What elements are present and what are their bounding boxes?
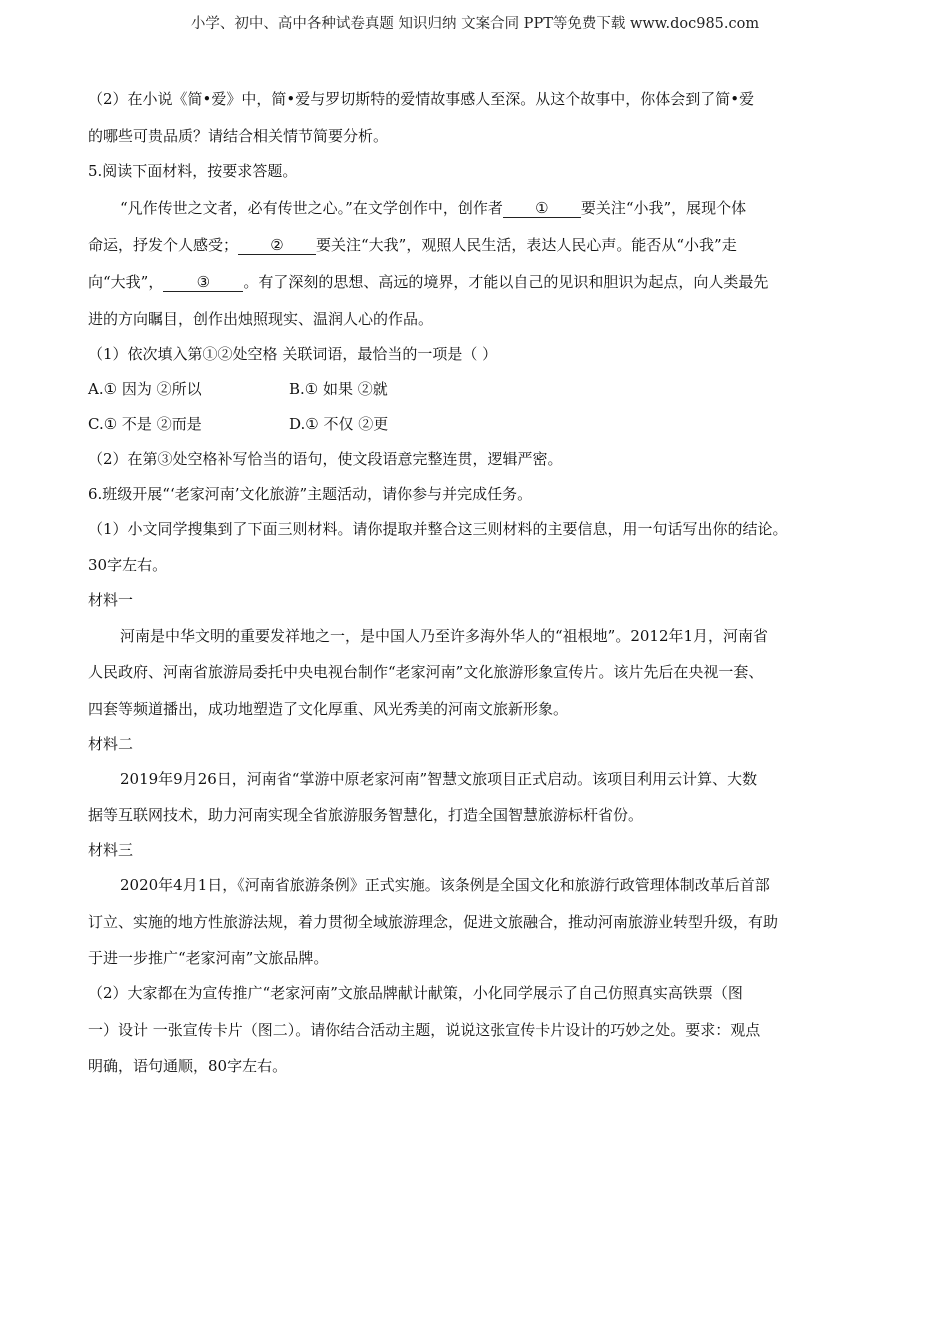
q6-sub1-line2: 30字左右。 [88, 556, 168, 574]
q6-title: 6.班级开展“‘老家河南’文化旅游”主题活动，请你参与并完成任务。 [88, 485, 533, 503]
q6-sub2-line2: 一）设计 一张宣传卡片（图二）。请你结合活动主题，说说这张宣传卡片设计的巧妙之处。要求：观点 [88, 1021, 761, 1039]
material-3-line2: 订立、实施的地方性旅游法规，着力贯彻全域旅游理念，促进文旅融合，推动河南旅游业转型升级，有助 [88, 913, 779, 931]
q4-2-line2: 的哪些可贵品质？请结合相关情节简要分析。 [88, 127, 389, 145]
q6-sub1-line1: （1）小文同学搜集到了下面三则材料。请你提取并整合这三则材料的主要信息，用一句话写出你的结论。 [88, 520, 788, 538]
material-1-label: 材料一 [88, 591, 134, 609]
blank-3: ③ [163, 275, 243, 292]
q5-text: “凡作传世之文者，必有传世之心。”在文学创作中，创作者 [120, 199, 503, 217]
material-2-line1: 2019年9月26日，河南省“掌游中原老家河南”智慧文旅项目正式启动。该项目利用云计算、大数 [120, 770, 758, 788]
page-header: 小学、初中、高中各种试卷真题 知识归纳 文案合同 PPT等免费下载 www.doc985.com [190, 16, 760, 32]
option-d: D.① 不仅 ②更 [289, 415, 389, 433]
q5-text: 命运，抒发个人感受； [88, 236, 239, 254]
q5-sub1: （1）依次填入第①②处空格 关联词语，最恰当的一项是（ ） [88, 345, 498, 363]
q5-title: 5.阅读下面材料，按要求答题。 [88, 162, 298, 180]
material-2-line2: 据等互联网技术，助力河南实现全省旅游服务智慧化，打造全国智慧旅游标杆省份。 [88, 806, 644, 824]
q5-text: 向“大我”， [88, 273, 164, 291]
q5-para-line4: 进的方向瞩目，创作出烛照现实、温润人心的作品。 [88, 310, 434, 328]
option-c: C.① 不是 ②而是 [88, 415, 202, 433]
material-1-line1: 河南是中华文明的重要发祥地之一，是中国人乃至许多海外华人的“祖根地”。2012年1月，河南省 [120, 627, 769, 645]
q5-sub2: （2）在第③处空格补写恰当的语句，使文段语意完整连贯，逻辑严密。 [88, 450, 563, 468]
material-1-line3: 四套等频道播出，成功地塑造了文化厚重、风光秀美的河南文旅新形象。 [88, 700, 569, 718]
blank-1: ① [503, 201, 581, 218]
blank-2: ② [238, 238, 316, 255]
material-3-line1: 2020年4月1日，《河南省旅游条例》正式实施。该条例是全国文化和旅游行政管理体制改革后首部 [120, 876, 770, 894]
q5-para-line3 [88, 271, 768, 292]
q5-text: 要关注“大我”，观照人民生活，表达人民心声。能否从“小我”走 [316, 236, 737, 254]
material-3-label: 材料三 [88, 841, 134, 859]
option-b: B.① 如果 ②就 [289, 380, 388, 398]
q5-text: 。有了深刻的思想、高远的境界，才能以自己的见识和胆识为起点，向人类最先 [243, 273, 769, 291]
q6-sub2-line3: 明确，语句通顺，80字左右。 [88, 1057, 288, 1075]
option-a: A.① 因为 ②所以 [88, 380, 202, 398]
q4-2-line1: （2）在小说《简•爱》中，简•爱与罗切斯特的爱情故事感人至深。从这个故事中，你体会到了简•爱 [88, 90, 755, 108]
material-1-line2: 人民政府、河南省旅游局委托中央电视台制作“老家河南”文化旅游形象宣传片。该片先后在央视一套、 [88, 663, 764, 681]
material-2-label: 材料二 [88, 735, 134, 753]
q6-sub2-line1: （2）大家都在为宣传推广“老家河南”文旅品牌献计献策，小化同学展示了自己仿照真实高铁票（图 [88, 984, 743, 1002]
q5-para-line2 [88, 234, 737, 255]
material-3-line3: 于进一步推广“老家河南”文旅品牌。 [88, 949, 329, 967]
q5-para-line1 [120, 197, 746, 218]
q5-text: 要关注“小我”，展现个体 [580, 199, 747, 217]
